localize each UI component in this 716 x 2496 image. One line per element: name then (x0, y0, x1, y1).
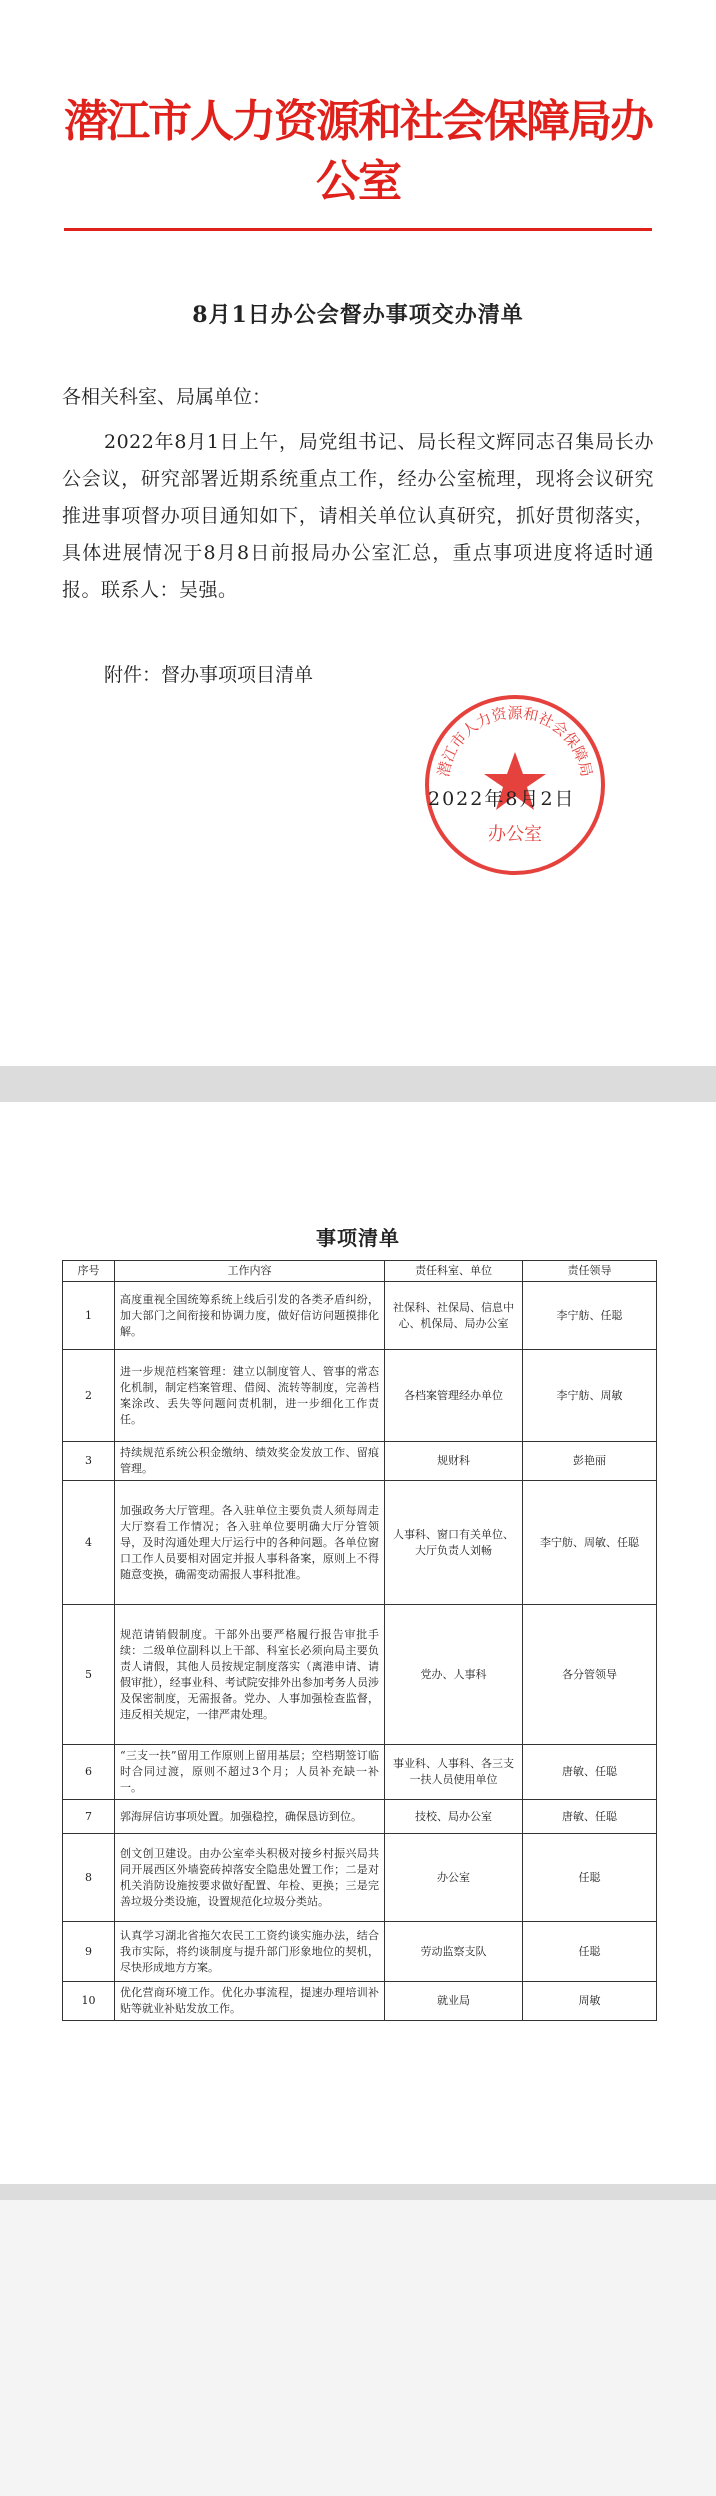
row-responsible-unit: 社保科、社保局、信息中心、机保局、局办公室 (385, 1282, 523, 1350)
row-work-content: “三支一扶”留用工作原则上留用基层；空档期签订临时合同过渡，原则不超过3个月；人员补充缺一补一。 (115, 1745, 385, 1800)
row-responsible-leader: 唐敏、任聪 (523, 1745, 657, 1800)
row-work-content: 规范请销假制度。干部外出要严格履行报告审批手续：二级单位副科以上干部、科室长必须向局主要负责人请假，其他人员按规定制度落实（离港申请、请假审批），经事业科、考试院安排外出参加考务人员涉及保密制度，无需报备。党办、人事加强检查监督，违反相关规定，一律严肃处理。 (115, 1605, 385, 1745)
row-work-content: 优化营商环境工作。优化办事流程，提速办理培训补贴等就业补贴发放工作。 (115, 1982, 385, 2021)
row-responsible-unit: 党办、人事科 (385, 1605, 523, 1745)
row-responsible-unit: 规财科 (385, 1442, 523, 1481)
document-title: 8月1日办公会督办事项交办清单 (192, 302, 524, 328)
row-work-content: 持续规范系统公积金缴纳、绩效奖金发放工作、留痕管理。 (115, 1442, 385, 1481)
row-number: 9 (63, 1922, 115, 1982)
row-number: 5 (63, 1605, 115, 1745)
col-header-no: 序号 (63, 1261, 115, 1282)
row-responsible-leader: 任聪 (523, 1834, 657, 1922)
row-responsible-leader: 周敏 (523, 1982, 657, 2021)
table-row (63, 1481, 657, 1605)
table-row (63, 1282, 657, 1350)
row-number: 3 (63, 1442, 115, 1481)
row-responsible-unit: 办公室 (385, 1834, 523, 1922)
row-responsible-leader: 唐敏、任聪 (523, 1800, 657, 1834)
page-gap (0, 2200, 716, 2496)
svg-text:办公室: 办公室 (488, 824, 542, 845)
row-number: 8 (63, 1834, 115, 1922)
row-work-content: 郭海屏信访事项处置。加强稳控，确保恳访到位。 (115, 1800, 385, 1834)
row-responsible-unit: 技校、局办公室 (385, 1800, 523, 1834)
agency-header: 潜江市人力资源和社会保障局办公室 (64, 96, 652, 207)
row-work-content: 进一步规范档案管理：建立以制度管人、管事的常态化机制，制定档案管理、借阅、流转等制度，完善档案涂改、丢失等问题问责机制，进一步细化工作责任。 (115, 1350, 385, 1442)
col-header-lead: 责任领导 (523, 1261, 657, 1282)
table-row (63, 1350, 657, 1442)
row-responsible-leader: 彭艳丽 (523, 1442, 657, 1481)
table-row (63, 1442, 657, 1481)
table-row (63, 1922, 657, 1982)
col-header-work: 工作内容 (115, 1261, 385, 1282)
row-number: 7 (63, 1800, 115, 1834)
attachment-note: 附件：督办事项项目清单 (104, 664, 314, 686)
document-date: 2022年8月2日 (428, 788, 576, 810)
row-responsible-leader: 李宁舫、周敏 (523, 1350, 657, 1442)
row-responsible-leader: 李宁舫、周敏、任聪 (523, 1481, 657, 1605)
row-number: 4 (63, 1481, 115, 1605)
row-responsible-unit: 各档案管理经办单位 (385, 1350, 523, 1442)
table-row (63, 1982, 657, 2021)
row-responsible-leader: 任聪 (523, 1922, 657, 1982)
row-number: 2 (63, 1350, 115, 1442)
col-header-unit: 责任科室、单位 (385, 1261, 523, 1282)
row-work-content: 认真学习湖北省拖欠农民工工资约谈实施办法，结合我市实际，将约谈制度与提升部门形象地位的契机，尽快形成地方方案。 (115, 1922, 385, 1982)
row-responsible-unit: 就业局 (385, 1982, 523, 2021)
row-responsible-unit: 劳动监察支队 (385, 1922, 523, 1982)
row-work-content: 创文创卫建设。由办公室牵头积极对接乡村振兴局共同开展西区外墙瓷砖掉落安全隐患处置工作；二是对机关消防设施按要求做好配置、年检、更换；三是完善垃圾分类设施，设置规范化垃圾分类站。 (115, 1834, 385, 1922)
row-work-content: 加强政务大厅管理。各入驻单位主要负责人须每周走大厅察看工作情况；各入驻单位要明确大厅分管领导，及时沟通处理大厅运行中的各种问题。各单位窗口工作人员要相对固定并报人事科备案，原则上不得随意变换，确需变动需报人事科批准。 (115, 1481, 385, 1605)
body-paragraph: 2022年8月1日上午，局党组书记、局长程文辉同志召集局长办公会议，研究部署近期系统重点工作，经办公室梳理，现将会议研究推进事项督办项目通知如下，请相关单位认真研究，抓好贯彻落实，具体进展情况于8月8日前报局办公室汇总，重点事项进度将适时通报。联系人：吴强。 (62, 431, 654, 601)
row-responsible-unit: 事业科、人事科、各三支一扶人员使用单位 (385, 1745, 523, 1800)
items-table (62, 1260, 657, 2021)
table-row (63, 1834, 657, 1922)
list-title: 事项清单 (316, 1226, 400, 1250)
row-number: 6 (63, 1745, 115, 1800)
row-number: 10 (63, 1982, 115, 2021)
table-row (63, 1800, 657, 1834)
row-responsible-leader: 各分管领导 (523, 1605, 657, 1745)
row-number: 1 (63, 1282, 115, 1350)
red-divider (64, 228, 652, 231)
table-row (63, 1605, 657, 1745)
salutation: 各相关科室、局属单位： (62, 386, 272, 408)
document-page-1 (0, 0, 716, 1066)
table-row (63, 1745, 657, 1800)
table-header-row (63, 1261, 657, 1282)
row-work-content: 高度重视全国统筹系统上线后引发的各类矛盾纠纷，加大部门之间衔接和协调力度，做好信访问题摸排化解。 (115, 1282, 385, 1350)
svg-text:潜江市人力资源和社会保障局: 潜江市人力资源和社会保障局 (434, 703, 596, 779)
row-responsible-unit: 人事科、窗口有关单位、大厅负责人刘畅 (385, 1481, 523, 1605)
row-responsible-leader: 李宁舫、任聪 (523, 1282, 657, 1350)
